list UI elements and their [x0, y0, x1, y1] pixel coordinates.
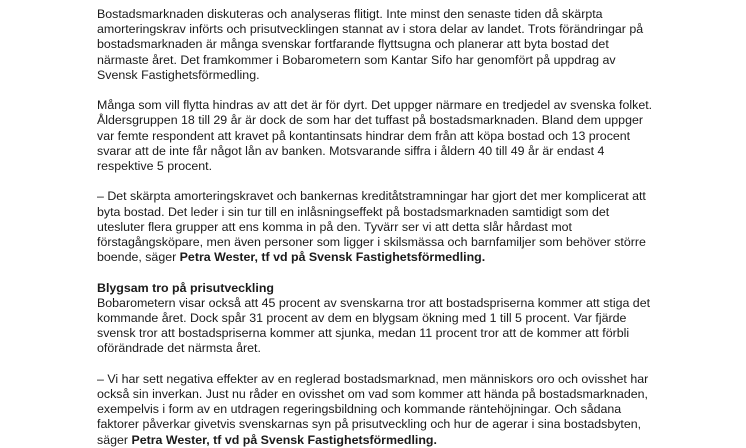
- paragraph-intro: Bostadsmarknaden diskuteras och analyseras flitigt. Inte minst den senaste tiden då skärpta amorteringskrav införts och prisutvecklingen stannat av i stora delar av landet. Trots förändringar på bostadsmarknaden är många svenskar fortfarande flyttsugna och planerar att byta bostad det närmaste året. Det framkommer i Bobarometern som Kantar Sifo har genomfört på uppdrag av Svensk Fastighetsförmedling.: [97, 7, 644, 82]
- paragraph-price-outlook: Bobarometern visar också att 45 procent av svenskarna tror att bostadspriserna kommer att stiga det kommande året. Dock spår 31 procent av dem en blygsam ökning med 1 till 5 procent. Var fjärde svensk tror att bostadspriserna kommer att sjunka, medan 11 procent tror att de kommer att förbli oförändrade det närmsta året.: [97, 295, 651, 356]
- section-heading: Blygsam tro på prisutveckling: [97, 280, 274, 295]
- quote-2-text: – Vi har sett negativa effekter av en reglerad bostadsmarknad, men människors oro och ovisshet har också sin inverkan. Just nu råder en ovisshet om vad som kommer att hända på bostadsmarknaden, exempelvis i form av en utdragen regeringsbildning och kommande räntehöjningar. Och sådana faktorer påverkar givetvis svenskarnas syn på prisutveckling och hur de agerar i sina bostadsbyten, säger: [97, 371, 649, 447]
- quote-paragraph-2: [97, 372, 656, 448]
- quote-1-speaker: Petra Wester, tf vd på Svensk Fastighetsförmedling.: [179, 250, 486, 265]
- quote-2-speaker: Petra Wester, tf vd på Svensk Fastighetsförmedling.: [131, 432, 437, 447]
- paragraph-hindrance: Många som vill flytta hindras av att det är för dyrt. Det uppger närmare en tredjedel av svenska folket. Åldersgruppen 18 till 29 år är dock de som har det tuffast på bostadsmarknaden. Bland dem uppger var femte respondent att kravet på kontantinsats hindrar dem från att köpa bostad och 13 procent svarar att de inte får något lån av banken. Motsvarande siffra i åldern 40 till 49 år är endast 4 respektive 5 procent.: [97, 98, 653, 174]
- quote-1-text: – Det skärpta amorteringskravet och bankernas kreditåtstramningar har gjort det mer komplicerat att byta bostad. Det leder i sin tur till en inlåsningseffekt på bostadsmarknaden samtidigt som det utesluter flera grupper att ens komma in på den. Tyvärr ser vi att detta slår hårdast mot förstagångsköpare, men även personer som ligger i skilsmässa och barnfamiljer som behöver större boende, säger: [97, 189, 646, 265]
- quote-paragraph-1: [97, 189, 656, 265]
